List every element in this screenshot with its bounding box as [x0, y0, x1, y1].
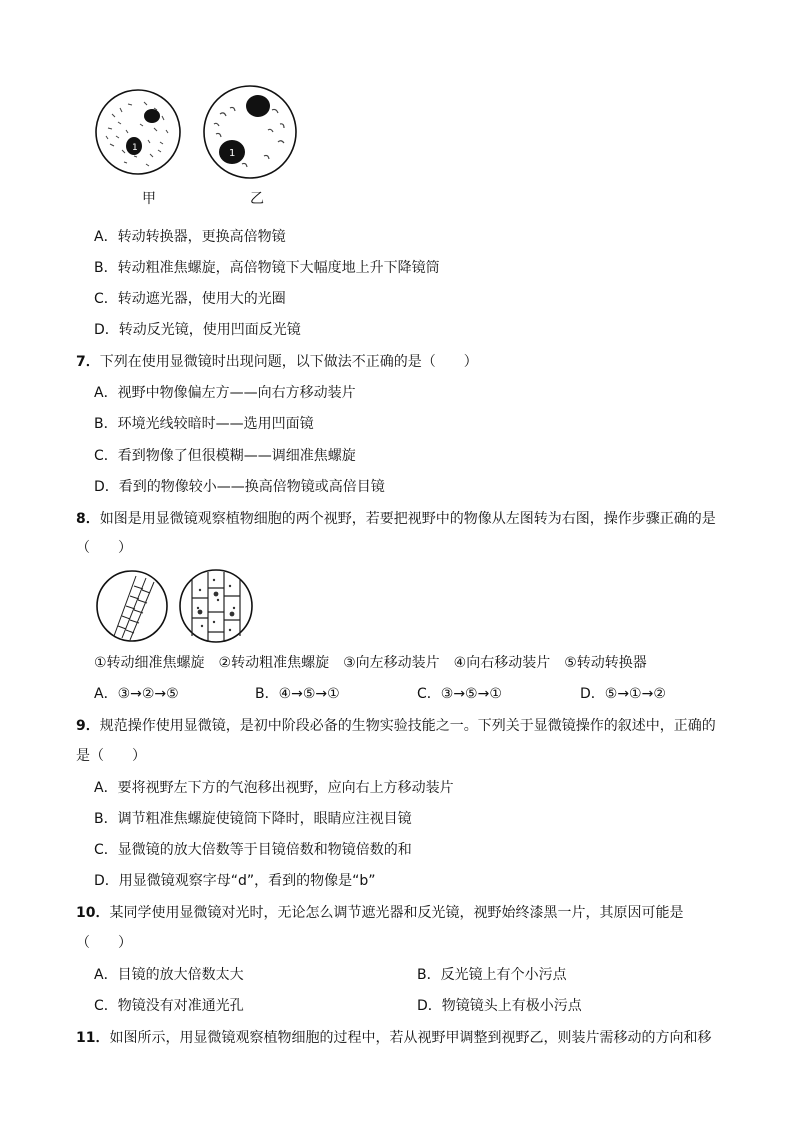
question-7-number: 7．	[76, 354, 100, 370]
field-jia	[96, 90, 180, 174]
svg-text:1: 1	[132, 143, 138, 153]
q7-option-c: C．看到物像了但很模糊——调细准焦螺旋	[94, 448, 356, 464]
question-8-number: 8．	[76, 511, 100, 527]
q8-option-b: B．④→⑤→①	[255, 686, 340, 702]
microscope-fields-figure-1	[92, 84, 312, 208]
q10-option-c: C．物镜没有对准通光孔	[94, 998, 244, 1014]
question-8-stem-line-1: 如图是用显微镜观察植物细胞的两个视野，若要把视野中的物像从左图转为右图，操作步骤正确的是	[99, 511, 716, 527]
question-11-number: 11．	[76, 1030, 110, 1046]
question-8-stem-line-2: （ ）	[76, 540, 132, 556]
q7-option-b: B．环境光线较暗时——选用凹面镜	[94, 416, 314, 432]
question-8	[76, 509, 716, 529]
plant-cell-fields-figure	[96, 568, 256, 646]
question-9-number: 9．	[76, 718, 100, 734]
q6-option-a: A．转动转换器，更换高倍物镜	[94, 229, 286, 245]
q6-option-d: D．转动反光镜，使用凹面反光镜	[94, 322, 301, 338]
q10-option-b: B．反光镜上有个小污点	[417, 967, 567, 983]
figure-label-jia: 甲	[142, 191, 156, 207]
question-11	[76, 1028, 711, 1048]
q6-option-c: C．转动遮光器，使用大的光圈	[94, 291, 286, 307]
q6-option-b: B．转动粗准焦螺旋，高倍物镜下大幅度地上升下降镜筒	[94, 260, 440, 276]
q9-option-d: D．用显微镜观察字母“d”，看到的物像是“b”	[94, 873, 376, 889]
question-9	[76, 716, 716, 736]
question-10-number: 10．	[76, 905, 110, 921]
q7-option-a: A．视野中物像偏左方——向右方移动装片	[94, 385, 356, 401]
question-10-stem-line-2: （ ）	[76, 935, 132, 951]
q9-option-a: A．要将视野左下方的气泡移出视野，应向右上方移动装片	[94, 780, 454, 796]
plant-cell-field-right	[180, 570, 252, 642]
figure-label-yi: 乙	[250, 191, 264, 207]
q8-steps: ①转动细准焦螺旋 ②转动粗准焦螺旋 ③向左移动装片 ④向右移动装片 ⑤转动转换器	[94, 655, 647, 671]
question-10-stem-line-1: 某同学使用显微镜对光时，无论怎么调节遮光器和反光镜，视野始终漆黑一片，其原因可能是	[109, 905, 684, 921]
question-9-stem-line-2: 是（ ）	[76, 748, 146, 764]
question-9-stem-line-1: 规范操作使用显微镜，是初中阶段必备的生物实验技能之一。下列关于显微镜操作的叙述中，正确的	[99, 718, 716, 734]
q8-option-d: D．⑤→①→②	[580, 686, 666, 702]
q10-option-d: D．物镜镜头上有极小污点	[417, 998, 582, 1014]
q7-option-d: D．看到的物像较小——换高倍物镜或高倍目镜	[94, 479, 385, 495]
plant-cell-field-left	[97, 571, 167, 641]
q9-option-c: C．显微镜的放大倍数等于目镜倍数和物镜倍数的和	[94, 842, 412, 858]
q10-option-a: A．目镜的放大倍数太大	[94, 967, 244, 983]
question-7	[76, 352, 478, 372]
question-7-stem: 下列在使用显微镜时出现问题，以下做法不正确的是（ ）	[99, 354, 478, 370]
question-11-stem-line-1: 如图所示，用显微镜观察植物细胞的过程中，若从视野甲调整到视野乙，则装片需移动的方向和移	[109, 1030, 712, 1046]
q9-option-b: B．调节粗准焦螺旋使镜筒下降时，眼睛应注视目镜	[94, 811, 412, 827]
q8-option-a: A．③→②→⑤	[94, 686, 179, 702]
svg-text:1: 1	[229, 148, 236, 159]
question-10	[76, 903, 683, 923]
field-yi	[204, 86, 296, 178]
q8-option-c: C．③→⑤→①	[417, 686, 502, 702]
